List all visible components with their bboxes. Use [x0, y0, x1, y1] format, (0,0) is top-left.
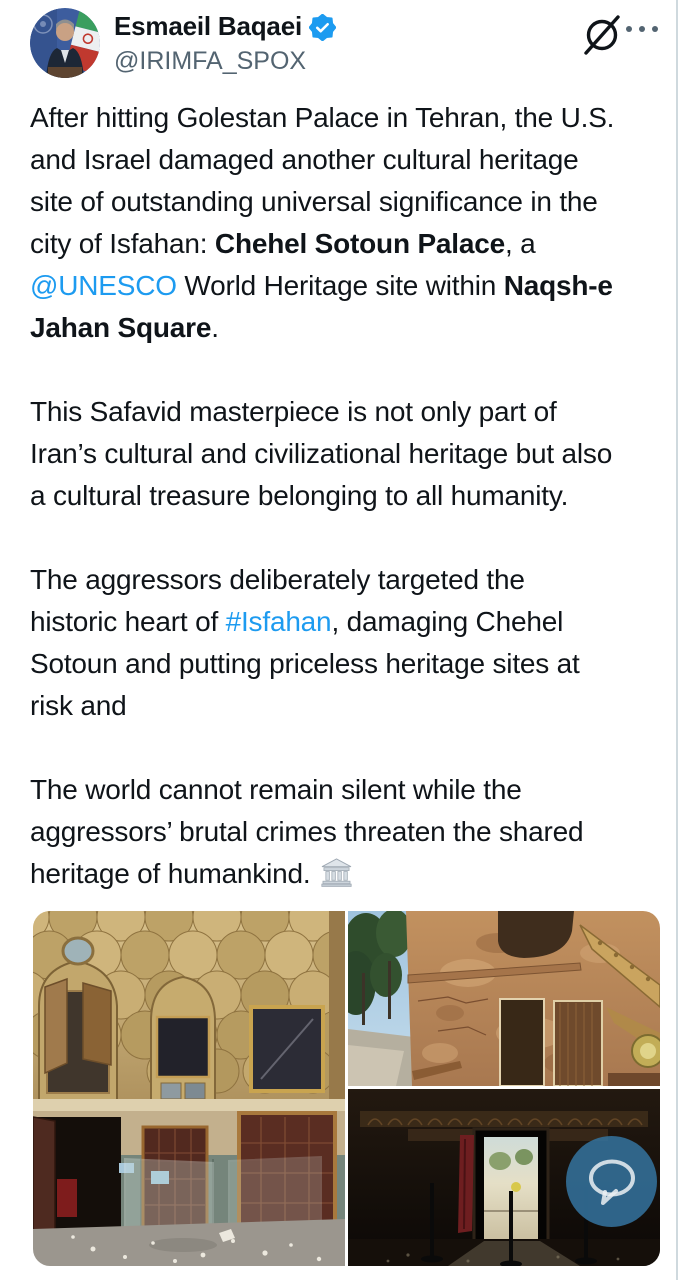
- user-identity: [114, 8, 336, 78]
- avatar-image: [30, 8, 100, 78]
- tweet-text-segment: a cultural treasure belonging to all humanity.: [30, 480, 569, 511]
- tweet-text-segment: , damaging Chehel: [331, 606, 564, 637]
- tweet-text-segment: This Safavid masterpiece is not only part of: [30, 396, 557, 427]
- hashtag-link[interactable]: #Isfahan: [225, 606, 332, 637]
- tweet-paragraph-1: [30, 97, 666, 349]
- tweet-text-segment: aggressors’ brutal crimes threaten the shared: [30, 816, 584, 847]
- tweet-text-segment: and Israel damaged another cultural heritage: [30, 144, 579, 175]
- media-grid: [33, 911, 660, 1266]
- ellipsis-dot: [639, 26, 645, 32]
- ellipsis-dot: [652, 26, 658, 32]
- photo-mirror-hall[interactable]: [33, 911, 345, 1266]
- classical-building-emoji: [321, 857, 352, 899]
- tweet-text-segment: After hitting Golestan Palace in Tehran, the U.S.: [30, 102, 615, 133]
- tweet-text-segment: , a: [505, 228, 536, 259]
- grok-icon[interactable]: [583, 12, 621, 61]
- tweet-text-segment: risk and: [30, 690, 127, 721]
- timeline-column-border: [676, 0, 678, 1280]
- tweet-text-segment: site of outstanding universal significance in the: [30, 186, 598, 217]
- chat-bubble-button[interactable]: [566, 1136, 657, 1227]
- tweet-text-segment: The world cannot remain silent while the: [30, 774, 522, 805]
- chat-bubble-icon: [582, 1152, 642, 1212]
- tweet-text-segment: Sotoun and putting priceless heritage sites at: [30, 648, 580, 679]
- photo-damaged-facade[interactable]: [348, 911, 660, 1086]
- tweet-text-segment: heritage of humankind.: [30, 858, 319, 889]
- mention-link[interactable]: @UNESCO: [30, 270, 177, 301]
- tweet-text-segment: Naqsh-e: [503, 270, 613, 301]
- tweet-paragraph-2: [30, 391, 666, 517]
- display-name[interactable]: Esmaeil Baqaei: [114, 11, 302, 41]
- tweet-text-segment: historic heart of: [30, 606, 226, 637]
- verified-badge-icon: [309, 14, 336, 41]
- tweet-text-segment: Iran’s cultural and civilizational heritage but also: [30, 438, 613, 469]
- tweet-text-segment: city of Isfahan:: [30, 228, 215, 259]
- avatar[interactable]: [30, 8, 100, 78]
- tweet-text: [30, 97, 666, 941]
- more-menu-button[interactable]: [626, 26, 658, 32]
- user-handle[interactable]: @IRIMFA_SPOX: [114, 47, 307, 75]
- tweet-text-segment: World Heritage site within: [176, 270, 504, 301]
- tweet-text-segment: Jahan Square: [30, 312, 212, 343]
- tweet-text-segment: .: [211, 312, 219, 343]
- tweet-paragraph-4: [30, 769, 666, 899]
- ellipsis-dot: [626, 26, 632, 32]
- tweet-text-segment: The aggressors deliberately targeted the: [30, 564, 525, 595]
- tweet-text-segment: Chehel Sotoun Palace: [214, 228, 505, 259]
- tweet-header: [30, 8, 336, 78]
- tweet-paragraph-3: [30, 559, 666, 727]
